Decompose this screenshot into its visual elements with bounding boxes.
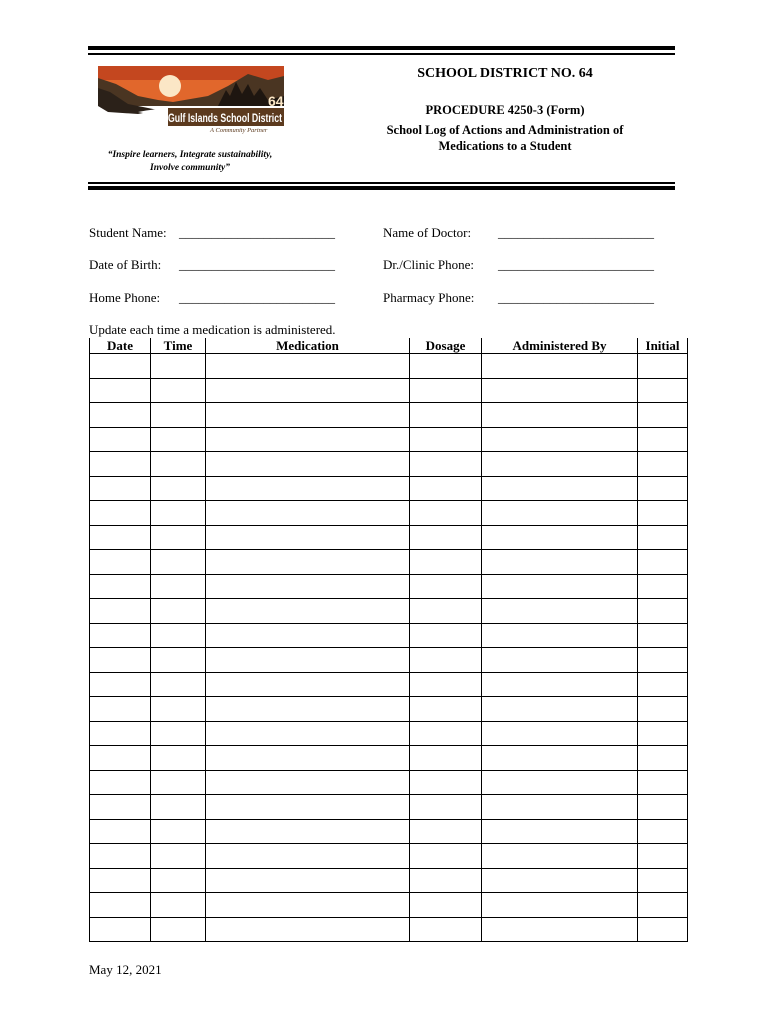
tagline-line-1: “Inspire learners, Integrate sustainability, (107, 150, 273, 160)
date-of-birth-blank[interactable]: ________________________ (179, 257, 335, 272)
table-row (90, 452, 688, 477)
cell-initial[interactable] (638, 697, 688, 722)
doctor-name-label: Name of Doctor: (383, 225, 472, 240)
column-header-medication: Medication (206, 338, 410, 354)
procedure-number: PROCEDURE 4250-3 (Form) (425, 103, 585, 117)
cell-date[interactable] (90, 746, 151, 771)
cell-medication[interactable] (206, 550, 410, 575)
cell-medication[interactable] (206, 672, 410, 697)
header-top-rule-thin (88, 53, 675, 55)
cell-initial[interactable] (638, 917, 688, 942)
cell-initial[interactable] (638, 599, 688, 624)
cell-medication[interactable] (206, 721, 410, 746)
cell-dosage[interactable] (410, 893, 482, 918)
table-body (90, 354, 688, 942)
cell-initial[interactable] (638, 476, 688, 501)
pharmacy-phone-field[interactable] (383, 290, 654, 306)
cell-initial[interactable] (638, 819, 688, 844)
cell-medication[interactable] (206, 648, 410, 673)
cell-time[interactable] (151, 697, 206, 722)
cell-administered-by[interactable] (482, 844, 638, 869)
cell-administered-by[interactable] (482, 427, 638, 452)
cell-initial[interactable] (638, 868, 688, 893)
cell-dosage[interactable] (410, 501, 482, 526)
cell-date[interactable] (90, 844, 151, 869)
cell-time[interactable] (151, 721, 206, 746)
header-bottom-rule-thick (88, 186, 675, 190)
cell-administered-by[interactable] (482, 893, 638, 918)
column-header-date: Date (90, 338, 151, 354)
table-row (90, 550, 688, 575)
table-row (90, 501, 688, 526)
cell-date[interactable] (90, 795, 151, 820)
cell-date[interactable] (90, 501, 151, 526)
cell-date[interactable] (90, 525, 151, 550)
cell-administered-by[interactable] (482, 501, 638, 526)
cell-dosage[interactable] (410, 697, 482, 722)
cell-date[interactable] (90, 672, 151, 697)
table-row (90, 574, 688, 599)
district-tagline (80, 149, 300, 175)
cell-medication[interactable] (206, 770, 410, 795)
pharmacy-phone-label: Pharmacy Phone: (383, 290, 475, 305)
table-row (90, 746, 688, 771)
cell-initial[interactable] (638, 501, 688, 526)
column-header-initial: Initial (638, 338, 688, 354)
cell-dosage[interactable] (410, 378, 482, 403)
table-row (90, 770, 688, 795)
cell-date[interactable] (90, 427, 151, 452)
cell-dosage[interactable] (410, 770, 482, 795)
table-row (90, 721, 688, 746)
cell-dosage[interactable] (410, 427, 482, 452)
cell-date[interactable] (90, 868, 151, 893)
cell-time[interactable] (151, 893, 206, 918)
cell-initial[interactable] (638, 525, 688, 550)
cell-initial[interactable] (638, 354, 688, 379)
cell-administered-by[interactable] (482, 721, 638, 746)
pharmacy-phone-blank[interactable]: ________________________ (498, 290, 654, 305)
cell-time[interactable] (151, 574, 206, 599)
cell-administered-by[interactable] (482, 672, 638, 697)
cell-date[interactable] (90, 476, 151, 501)
cell-dosage[interactable] (410, 868, 482, 893)
cell-dosage[interactable] (410, 819, 482, 844)
footer-date: May 12, 2021 (89, 962, 162, 977)
table-row (90, 599, 688, 624)
cell-date[interactable] (90, 599, 151, 624)
cell-time[interactable] (151, 427, 206, 452)
cell-medication[interactable] (206, 525, 410, 550)
cell-time[interactable] (151, 648, 206, 673)
cell-medication[interactable] (206, 427, 410, 452)
form-title-line-1: School Log of Actions and Administration of (386, 123, 624, 137)
table-row (90, 795, 688, 820)
cell-dosage[interactable] (410, 452, 482, 477)
cell-time[interactable] (151, 452, 206, 477)
cell-medication[interactable] (206, 354, 410, 379)
table-row (90, 917, 688, 942)
cell-dosage[interactable] (410, 917, 482, 942)
table-row (90, 403, 688, 428)
table-row (90, 525, 688, 550)
cell-date[interactable] (90, 452, 151, 477)
clinic-phone-label: Dr./Clinic Phone: (383, 257, 474, 272)
cell-medication[interactable] (206, 697, 410, 722)
cell-date[interactable] (90, 648, 151, 673)
cell-date[interactable] (90, 697, 151, 722)
cell-date[interactable] (90, 917, 151, 942)
cell-dosage[interactable] (410, 476, 482, 501)
district-title: SCHOOL DISTRICT NO. 64 (417, 66, 593, 81)
cell-administered-by[interactable] (482, 819, 638, 844)
table-row (90, 868, 688, 893)
cell-date[interactable] (90, 770, 151, 795)
cell-medication[interactable] (206, 795, 410, 820)
cell-time[interactable] (151, 599, 206, 624)
cell-date[interactable] (90, 378, 151, 403)
cell-administered-by[interactable] (482, 770, 638, 795)
cell-date[interactable] (90, 403, 151, 428)
cell-medication[interactable] (206, 819, 410, 844)
log-instruction: Update each time a medication is administered. (89, 322, 336, 337)
cell-date[interactable] (90, 354, 151, 379)
cell-medication[interactable] (206, 599, 410, 624)
cell-time[interactable] (151, 770, 206, 795)
table-row (90, 844, 688, 869)
cell-administered-by[interactable] (482, 795, 638, 820)
cell-medication[interactable] (206, 844, 410, 869)
cell-initial[interactable] (638, 770, 688, 795)
home-phone-label: Home Phone: (89, 290, 161, 305)
procedure-heading (350, 102, 660, 154)
student-name-label: Student Name: (89, 225, 167, 240)
student-name-field[interactable] (89, 225, 335, 241)
cell-initial[interactable] (638, 893, 688, 918)
cell-dosage[interactable] (410, 721, 482, 746)
table-row (90, 476, 688, 501)
header-top-rule-thick (88, 46, 675, 50)
cell-date[interactable] (90, 574, 151, 599)
cell-time[interactable] (151, 476, 206, 501)
cell-time[interactable] (151, 378, 206, 403)
cell-time[interactable] (151, 623, 206, 648)
date-of-birth-label: Date of Birth: (89, 257, 162, 272)
cell-time[interactable] (151, 819, 206, 844)
cell-date[interactable] (90, 893, 151, 918)
cell-time[interactable] (151, 403, 206, 428)
cell-date[interactable] (90, 721, 151, 746)
cell-administered-by[interactable] (482, 917, 638, 942)
home-phone-field[interactable] (89, 290, 335, 306)
cell-time[interactable] (151, 501, 206, 526)
cell-initial[interactable] (638, 427, 688, 452)
medication-log-table (89, 338, 688, 942)
cell-medication[interactable] (206, 868, 410, 893)
cell-administered-by[interactable] (482, 868, 638, 893)
cell-medication[interactable] (206, 378, 410, 403)
cell-initial[interactable] (638, 452, 688, 477)
cell-administered-by[interactable] (482, 403, 638, 428)
cell-medication[interactable] (206, 403, 410, 428)
column-header-administered-by: Administered By (482, 338, 638, 354)
cell-dosage[interactable] (410, 623, 482, 648)
column-header-dosage: Dosage (410, 338, 482, 354)
cell-dosage[interactable] (410, 525, 482, 550)
logo-number: 64 (268, 93, 284, 109)
cell-time[interactable] (151, 746, 206, 771)
cell-date[interactable] (90, 819, 151, 844)
cell-dosage[interactable] (410, 648, 482, 673)
cell-administered-by[interactable] (482, 476, 638, 501)
cell-initial[interactable] (638, 550, 688, 575)
cell-initial[interactable] (638, 795, 688, 820)
cell-medication[interactable] (206, 501, 410, 526)
doctor-name-blank[interactable]: ________________________ (498, 225, 654, 240)
cell-dosage[interactable] (410, 403, 482, 428)
cell-administered-by[interactable] (482, 648, 638, 673)
tagline-line-2: Involve community” (150, 163, 230, 173)
cell-medication[interactable] (206, 574, 410, 599)
cell-medication[interactable] (206, 917, 410, 942)
cell-administered-by[interactable] (482, 354, 638, 379)
cell-administered-by[interactable] (482, 525, 638, 550)
table-row (90, 893, 688, 918)
table-row (90, 354, 688, 379)
cell-time[interactable] (151, 917, 206, 942)
cell-medication[interactable] (206, 746, 410, 771)
clinic-phone-field[interactable] (383, 257, 654, 273)
cell-time[interactable] (151, 868, 206, 893)
cell-dosage[interactable] (410, 550, 482, 575)
cell-administered-by[interactable] (482, 378, 638, 403)
cell-dosage[interactable] (410, 795, 482, 820)
cell-administered-by[interactable] (482, 746, 638, 771)
table-row (90, 427, 688, 452)
cell-medication[interactable] (206, 893, 410, 918)
table-row (90, 648, 688, 673)
cell-administered-by[interactable] (482, 574, 638, 599)
table-row (90, 819, 688, 844)
column-header-time: Time (151, 338, 206, 354)
cell-time[interactable] (151, 550, 206, 575)
cell-time[interactable] (151, 525, 206, 550)
cell-dosage[interactable] (410, 354, 482, 379)
cell-date[interactable] (90, 623, 151, 648)
cell-time[interactable] (151, 795, 206, 820)
cell-date[interactable] (90, 550, 151, 575)
cell-initial[interactable] (638, 623, 688, 648)
cell-initial[interactable] (638, 378, 688, 403)
cell-medication[interactable] (206, 623, 410, 648)
cell-initial[interactable] (638, 721, 688, 746)
cell-administered-by[interactable] (482, 623, 638, 648)
cell-initial[interactable] (638, 403, 688, 428)
cell-initial[interactable] (638, 672, 688, 697)
cell-time[interactable] (151, 672, 206, 697)
home-phone-blank[interactable]: ________________________ (179, 290, 335, 305)
cell-initial[interactable] (638, 746, 688, 771)
cell-medication[interactable] (206, 452, 410, 477)
table-row (90, 672, 688, 697)
cell-initial[interactable] (638, 648, 688, 673)
cell-dosage[interactable] (410, 746, 482, 771)
logo-subtitle: A Community Partner (210, 127, 268, 134)
cell-dosage[interactable] (410, 844, 482, 869)
cell-time[interactable] (151, 844, 206, 869)
district-logo (98, 66, 284, 134)
cell-time[interactable] (151, 354, 206, 379)
logo-district-name: Gulf Islands School District (168, 111, 282, 125)
table-row (90, 697, 688, 722)
cell-dosage[interactable] (410, 574, 482, 599)
table-header-row (90, 338, 688, 354)
cell-dosage[interactable] (410, 599, 482, 624)
cell-dosage[interactable] (410, 672, 482, 697)
table-row (90, 623, 688, 648)
cell-administered-by[interactable] (482, 697, 638, 722)
clinic-phone-blank[interactable]: ________________________ (498, 257, 654, 272)
header-bottom-rule-thin (88, 182, 675, 184)
cell-initial[interactable] (638, 574, 688, 599)
cell-initial[interactable] (638, 844, 688, 869)
cell-administered-by[interactable] (482, 599, 638, 624)
student-name-blank[interactable]: ________________________ (179, 225, 335, 240)
cell-administered-by[interactable] (482, 550, 638, 575)
cell-medication[interactable] (206, 476, 410, 501)
form-title-line-2: Medications to a Student (438, 139, 572, 153)
table-row (90, 378, 688, 403)
cell-administered-by[interactable] (482, 452, 638, 477)
doctor-name-field[interactable] (383, 225, 654, 241)
date-of-birth-field[interactable] (89, 257, 335, 273)
